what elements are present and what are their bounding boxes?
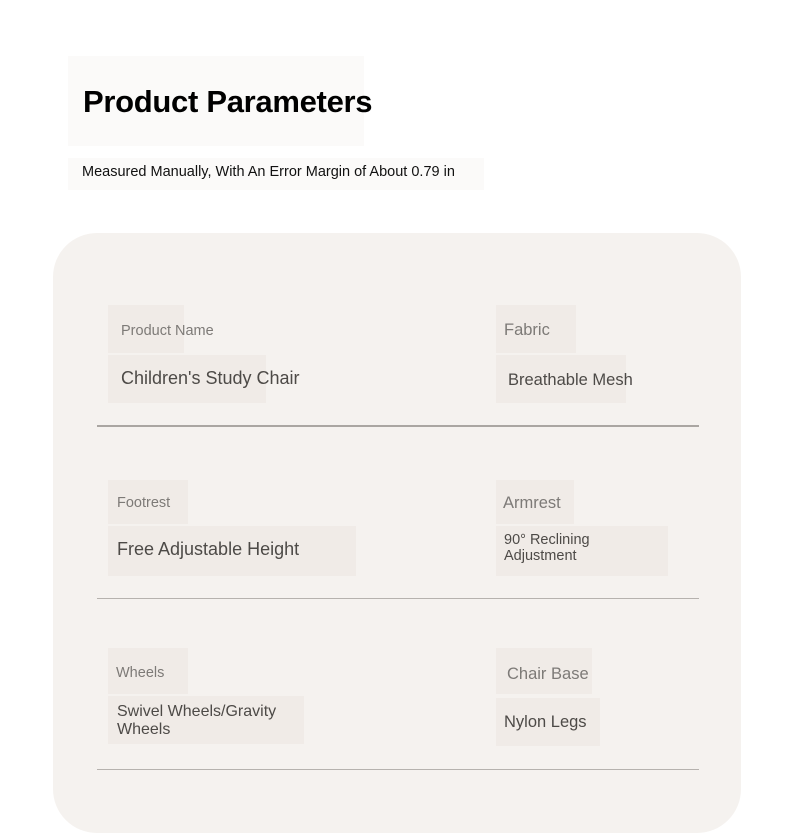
page-subtitle: Measured Manually, With An Error Margin of About 0.79 in xyxy=(82,164,455,180)
param-label-wheels: Wheels xyxy=(116,665,165,681)
param-label-armrest: Armrest xyxy=(503,494,561,512)
param-label-chair-base: Chair Base xyxy=(507,665,589,683)
param-label-product-name: Product Name xyxy=(121,323,214,339)
param-value-chair-base: Nylon Legs xyxy=(504,713,587,731)
param-label-fabric: Fabric xyxy=(504,321,550,339)
page-title: Product Parameters xyxy=(83,84,373,119)
param-label-footrest: Footrest xyxy=(117,495,171,511)
param-value-armrest: 90° Reclining Adjustment xyxy=(504,532,590,564)
param-value-footrest: Free Adjustable Height xyxy=(117,539,300,559)
param-value-product-name: Children's Study Chair xyxy=(121,368,300,388)
param-value-fabric: Breathable Mesh xyxy=(508,371,633,389)
row-divider xyxy=(97,598,699,599)
row-divider xyxy=(97,769,699,770)
row-divider xyxy=(97,425,699,427)
param-value-wheels: Swivel Wheels/Gravity Wheels xyxy=(117,703,277,738)
